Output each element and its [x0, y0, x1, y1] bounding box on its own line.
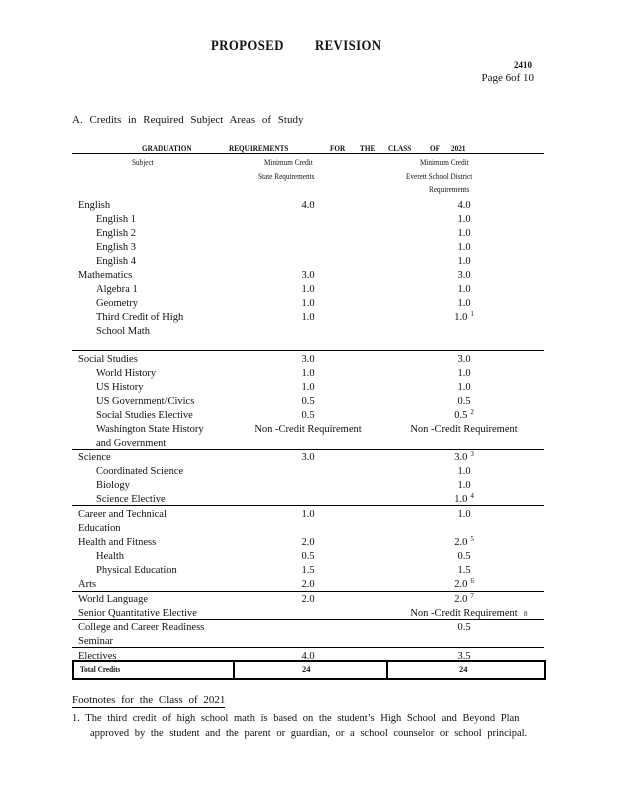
row-subject: School Math — [96, 326, 150, 337]
row-district-text: Non -Credit Requirement — [410, 608, 518, 619]
row-district-text: 0.5 — [457, 396, 471, 407]
header-word-year: 2021 — [451, 143, 466, 153]
table-row — [0, 395, 618, 409]
row-state-value: 1.0 — [301, 368, 315, 379]
row-district-text: 1.0 — [457, 284, 471, 295]
row-district-value — [394, 199, 534, 213]
row-district-value — [394, 508, 534, 522]
row-district-text: 1.0 — [457, 214, 471, 225]
footnote-marker: 2 — [470, 407, 474, 416]
table-row — [0, 621, 618, 635]
row-district-value — [394, 353, 534, 367]
row-district-text: 1.0 — [457, 298, 471, 309]
row-district-text: 1.0 — [457, 256, 471, 267]
row-subject: English 2 — [96, 228, 136, 239]
header-word-of: OF — [430, 143, 441, 153]
row-state-value: 4.0 — [301, 200, 315, 211]
row-state-value: 0.5 — [301, 396, 315, 407]
row-subject: Science Elective — [96, 494, 166, 505]
table-row — [0, 479, 618, 493]
row-state-value: 1.0 — [301, 298, 315, 309]
row-district-text: 3.5 — [457, 651, 471, 662]
row-district-value — [394, 564, 534, 578]
row-district-value — [394, 423, 534, 437]
row-state-value: 4.0 — [301, 651, 315, 662]
row-district-text: 0.5 — [457, 551, 471, 562]
row-subject: College and Career Readiness — [78, 622, 205, 633]
row-state-value: 3.0 — [301, 452, 315, 463]
row-subject: US Government/Civics — [96, 396, 195, 407]
row-subject: Science — [78, 452, 111, 463]
table-row — [0, 199, 618, 213]
row-subject: Coordinated Science — [96, 466, 184, 477]
row-state-value: 1.0 — [301, 509, 315, 520]
col-header-district-3: Requirements — [429, 184, 470, 194]
row-subject: Geometry — [96, 298, 138, 309]
row-district-value — [394, 395, 534, 409]
footnote-1-line-1: 1. The third credit of high school math is based on the student’s High School and Beyond Plan — [72, 713, 520, 724]
row-district-value — [394, 479, 534, 493]
table-row — [0, 213, 618, 227]
total-label: Total Credits — [80, 664, 121, 674]
row-state-value: 1.0 — [301, 382, 315, 393]
row-district-value — [394, 213, 534, 227]
row-district-text: 2.0 — [454, 537, 468, 548]
row-subject: Career and Technical — [78, 509, 167, 520]
row-district-value — [394, 241, 534, 255]
row-district-value — [394, 227, 534, 241]
row-district-text: 1.0 — [457, 382, 471, 393]
header-word-the: THE — [360, 143, 376, 153]
row-district-text: 2.0 — [454, 579, 468, 590]
row-subject: Washington State History — [96, 424, 204, 435]
row-state-value: 1.0 — [301, 312, 315, 323]
col-header-subject: Subject — [132, 157, 154, 167]
row-subject: English 1 — [96, 214, 136, 225]
footnote-marker: 7 — [470, 591, 474, 600]
row-subject: Seminar — [78, 636, 113, 647]
row-district-text: 3.0 — [457, 270, 471, 281]
footnote-marker: 4 — [470, 491, 474, 500]
row-subject: World History — [96, 368, 157, 379]
row-subject: US History — [96, 382, 144, 393]
row-subject: Health and Fitness — [78, 537, 157, 548]
row-district-text: Non -Credit Requirement — [410, 424, 518, 435]
row-district-value — [394, 381, 534, 395]
table-row — [0, 451, 618, 465]
table-row — [0, 297, 618, 311]
row-subject: and Government — [96, 438, 167, 449]
row-district-text: 1.0 — [457, 228, 471, 239]
table-row — [0, 325, 618, 339]
row-district-value — [394, 578, 534, 592]
row-district-text: 1.0 — [457, 242, 471, 253]
table-row — [0, 536, 618, 550]
total-state-value: 24 — [302, 664, 311, 674]
rule-after-math — [72, 350, 544, 351]
row-subject: Senior Quantitative Elective — [78, 608, 197, 619]
row-state-value: 1.5 — [301, 565, 315, 576]
footnote-marker: 8 — [524, 610, 528, 618]
table-row — [0, 241, 618, 255]
table-row — [0, 269, 618, 283]
row-district-value — [394, 311, 534, 325]
total-row — [72, 660, 546, 680]
row-state-value: 0.5 — [301, 410, 315, 421]
row-district-text: 2.0 — [454, 594, 468, 605]
row-district-value — [394, 269, 534, 283]
row-subject: English 3 — [96, 242, 136, 253]
row-state-value: 2.0 — [301, 579, 315, 590]
row-subject: Health — [96, 551, 124, 562]
col-header-state-1: Minimum Credit — [264, 157, 313, 167]
row-district-value — [394, 283, 534, 297]
row-state-value: 3.0 — [301, 270, 315, 281]
row-district-value — [394, 536, 534, 550]
footnote-1-line-2: approved by the student and the parent or guardian, or a school counselor or school principal. — [90, 728, 528, 739]
row-district-value — [394, 367, 534, 381]
title-revision: REVISION — [315, 38, 382, 54]
table-top-rule — [72, 153, 544, 154]
header-word-class: CLASS — [388, 143, 412, 153]
table-row — [0, 522, 618, 536]
row-subject: World Language — [78, 594, 149, 605]
footnote-marker: 5 — [470, 534, 474, 543]
table-row — [0, 255, 618, 269]
table-row — [0, 409, 618, 423]
row-subject: Physical Education — [96, 565, 177, 576]
page-indicator: Page 6of 10 — [481, 72, 534, 84]
row-district-value — [394, 409, 534, 423]
total-divider-2 — [386, 662, 388, 678]
row-subject: English — [78, 200, 111, 211]
rule-after-seminar — [72, 647, 544, 648]
table-row — [0, 578, 618, 592]
table-row — [0, 593, 618, 607]
table-row — [0, 550, 618, 564]
row-subject: Electives — [78, 651, 117, 662]
table-row — [0, 311, 618, 325]
row-subject: Social Studies — [78, 354, 138, 365]
row-subject: Mathematics — [78, 270, 133, 281]
header-word-requirements: REQUIREMENTS — [229, 143, 289, 153]
row-district-value — [394, 593, 534, 607]
row-district-text: 0.5 — [454, 410, 468, 421]
row-subject: Biology — [96, 480, 130, 491]
row-district-text: 1.0 — [454, 494, 468, 505]
rule-after-science — [72, 505, 544, 506]
row-district-text: 1.5 — [457, 565, 471, 576]
row-district-value — [394, 297, 534, 311]
row-district-value — [394, 255, 534, 269]
row-district-text: 1.0 — [457, 480, 471, 491]
row-state-value: 2.0 — [301, 594, 315, 605]
table-row — [0, 227, 618, 241]
title-proposed: PROPOSED — [211, 38, 284, 54]
section-title: A. Credits in Required Subject Areas of Study — [72, 114, 304, 126]
table-row — [0, 508, 618, 522]
table-row — [0, 465, 618, 479]
row-subject: Third Credit of High — [96, 312, 184, 323]
row-state-value: 0.5 — [301, 551, 315, 562]
rule-after-social — [72, 449, 544, 450]
row-district-text: 0.5 — [457, 622, 471, 633]
rule-after-language — [72, 619, 544, 620]
row-district-value — [394, 465, 534, 479]
rule-after-arts — [72, 591, 544, 592]
col-header-district-1: Minimum Credit — [420, 157, 469, 167]
row-subject: English 4 — [96, 256, 136, 267]
row-subject: Arts — [78, 579, 97, 590]
header-word-for: FOR — [330, 143, 346, 153]
row-state-value: 2.0 — [301, 537, 315, 548]
table-row — [0, 353, 618, 367]
row-district-text: 1.0 — [457, 509, 471, 520]
footnote-marker: 3 — [470, 449, 474, 458]
header-word-graduation: GRADUATION — [142, 143, 192, 153]
total-district-value: 24 — [459, 664, 468, 674]
row-district-text: 1.0 — [454, 312, 468, 323]
row-state-value: 1.0 — [301, 284, 315, 295]
row-district-value — [394, 451, 534, 465]
table-row — [0, 283, 618, 297]
row-state-value: 3.0 — [301, 354, 315, 365]
row-subject: Algebra 1 — [96, 284, 138, 295]
row-district-text: 1.0 — [457, 368, 471, 379]
col-header-district-2: Everett School District — [406, 171, 473, 181]
row-district-text: 3.0 — [454, 452, 468, 463]
footnotes-heading: Footnotes for the Class of 2021 — [72, 694, 226, 706]
row-district-text: 3.0 — [457, 354, 471, 365]
row-subject: Education — [78, 523, 121, 534]
table-row — [0, 423, 618, 437]
policy-number: 2410 — [514, 60, 532, 70]
row-district-text: 1.0 — [457, 466, 471, 477]
row-state-value: Non -Credit Requirement — [254, 424, 362, 435]
row-district-value — [394, 621, 534, 635]
table-row — [0, 367, 618, 381]
row-subject: Social Studies Elective — [96, 410, 193, 421]
row-district-value — [394, 550, 534, 564]
footnote-marker: 1 — [470, 309, 474, 318]
total-divider-1 — [233, 662, 235, 678]
row-district-text: 4.0 — [457, 200, 471, 211]
col-header-state-2: State Requirements — [258, 171, 315, 181]
footnote-marker: 6 — [470, 576, 474, 585]
table-row — [0, 381, 618, 395]
table-row — [0, 564, 618, 578]
